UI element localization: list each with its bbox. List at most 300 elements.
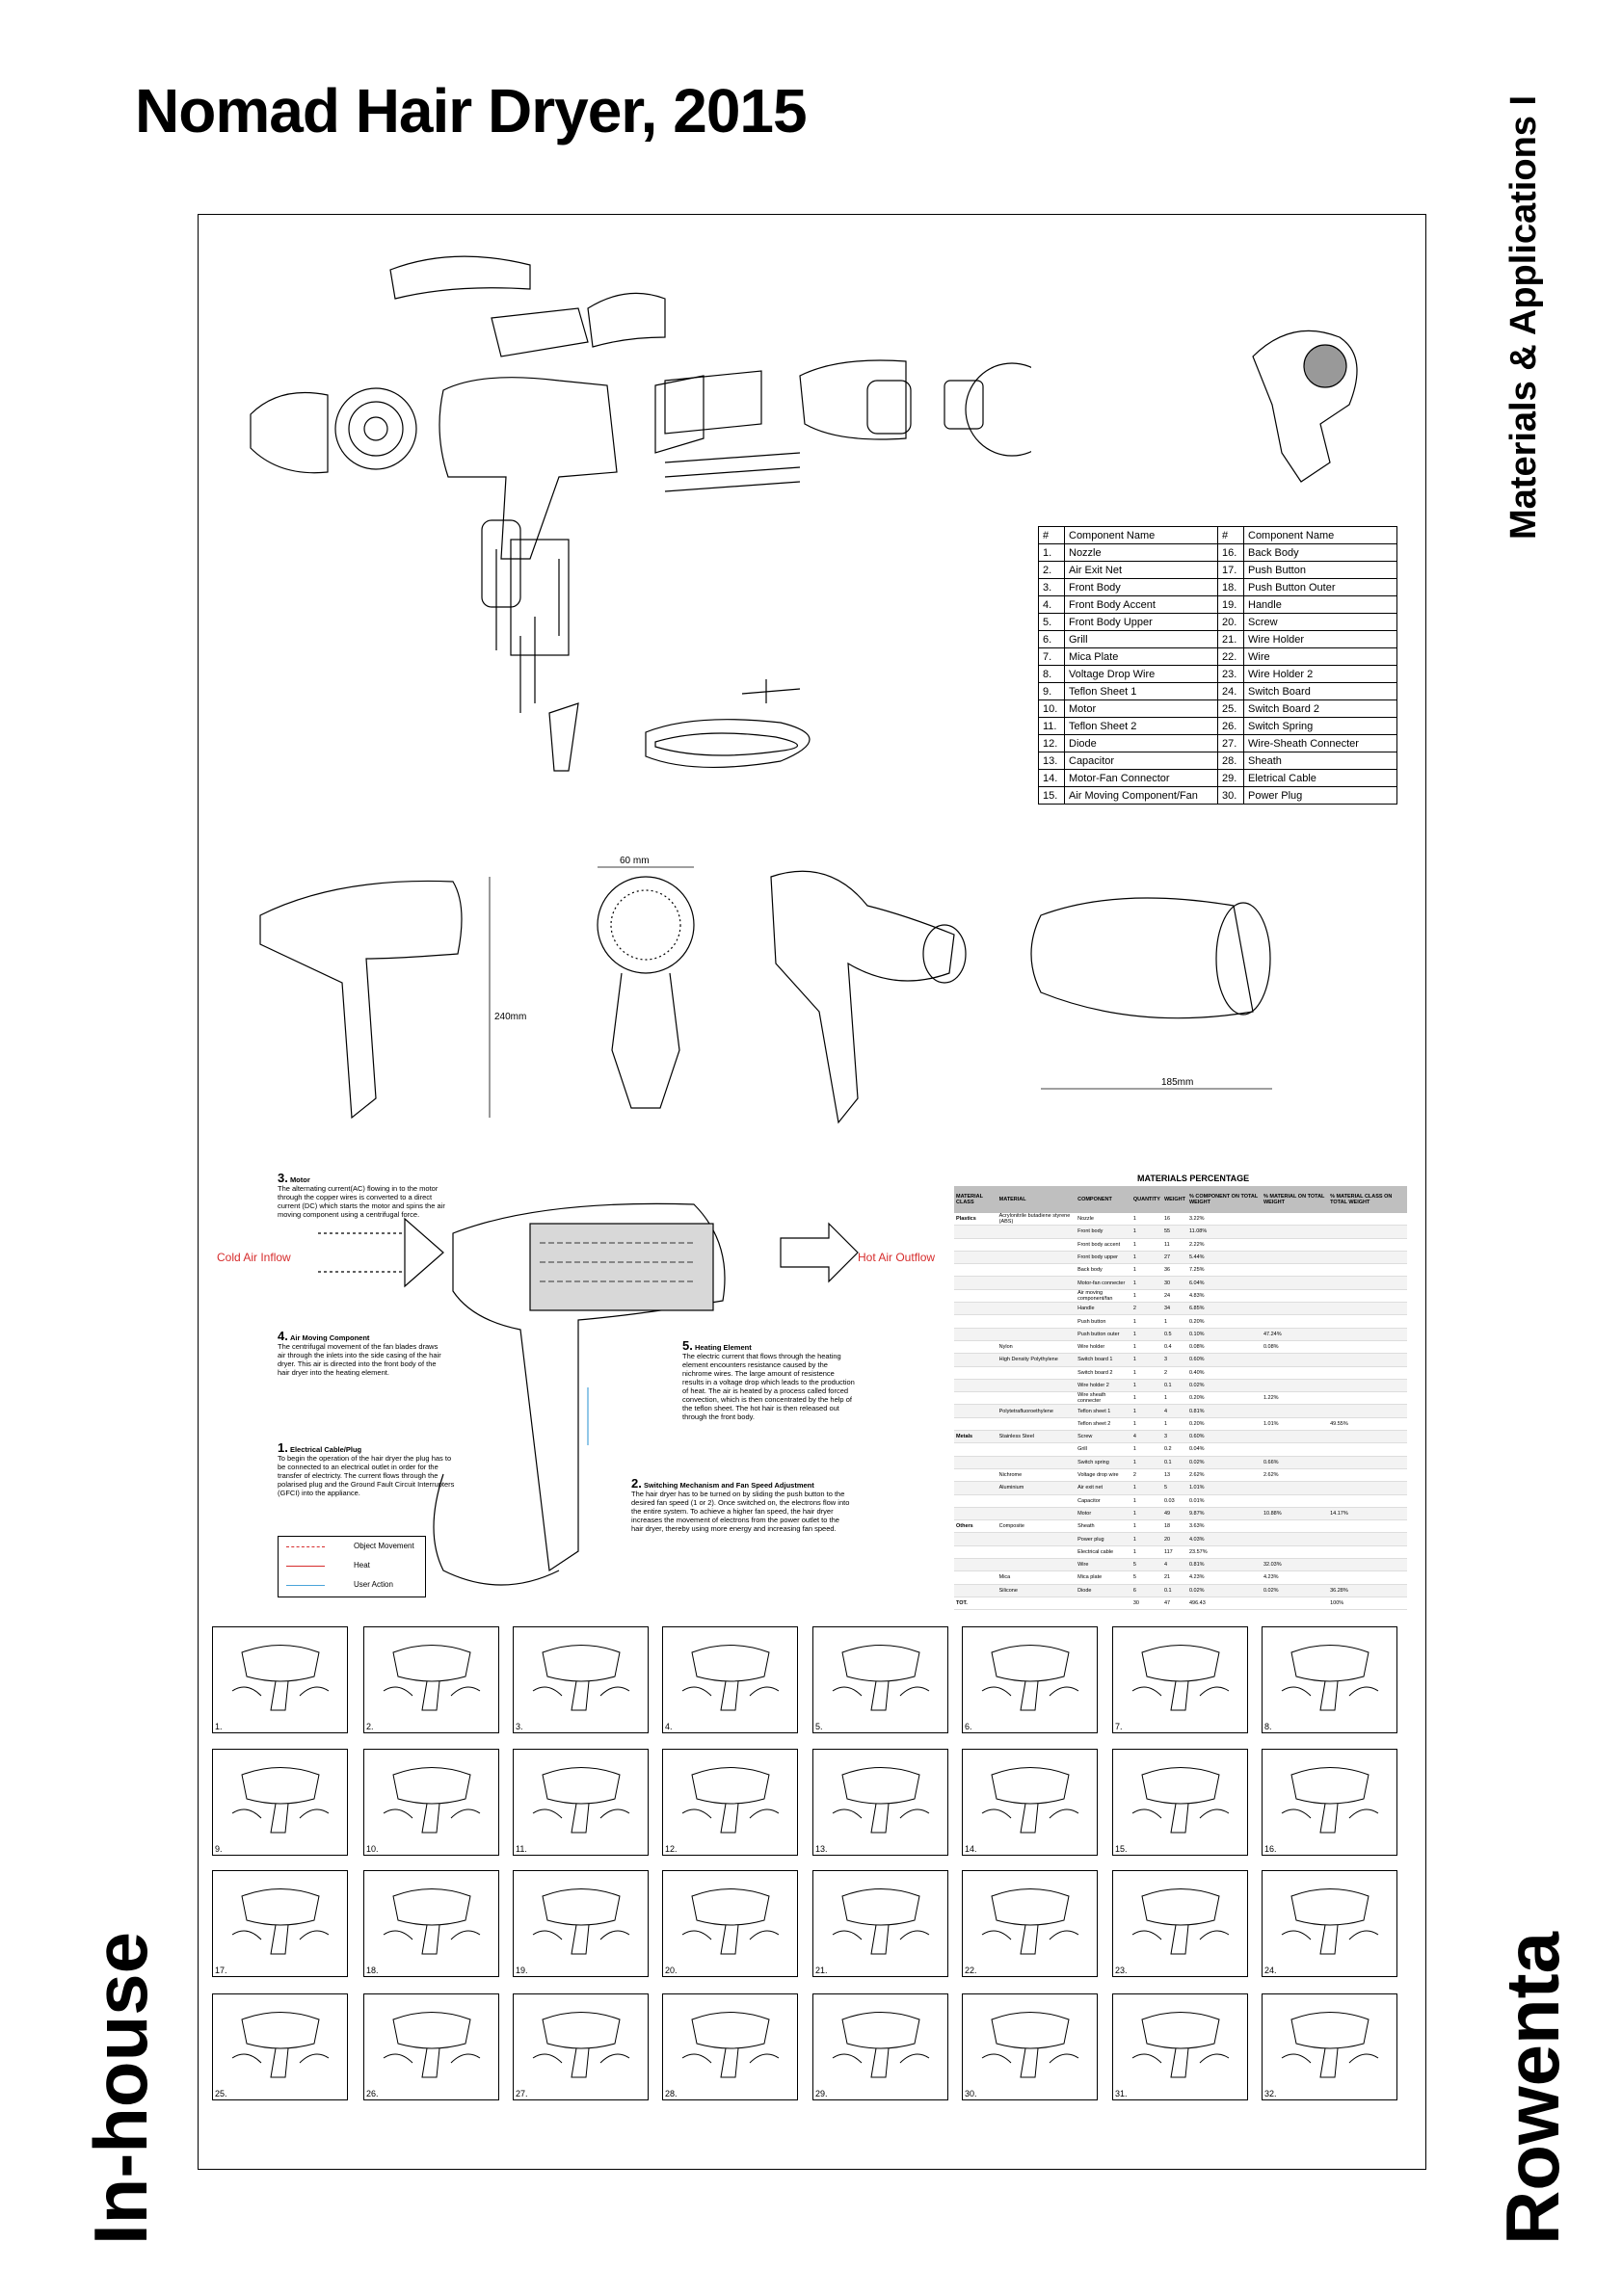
materials-cell: 3.63% <box>1187 1520 1262 1533</box>
materials-title: MATERIALS PERCENTAGE <box>1137 1174 1250 1183</box>
materials-row <box>954 1366 1407 1379</box>
parts-row: 11. Teflon Sheet 2 26. Switch Spring <box>1039 718 1397 735</box>
materials-cell: 4.23% <box>1262 1571 1328 1584</box>
materials-column-header: % COMPONENT ON TOTAL WEIGHT <box>1187 1186 1262 1213</box>
materials-cell: Nichrome <box>997 1468 1076 1481</box>
materials-cell <box>1076 1597 1131 1609</box>
materials-cell: 0.66% <box>1262 1456 1328 1468</box>
materials-cell: 2 <box>1131 1303 1162 1315</box>
parts-row: 14. Motor-Fan Connector 29. Eletrical Cable <box>1039 770 1397 787</box>
materials-cell <box>1262 1213 1328 1226</box>
materials-row <box>954 1328 1407 1340</box>
materials-cell <box>1328 1354 1407 1366</box>
materials-column-header: WEIGHT <box>1162 1186 1187 1213</box>
materials-cell <box>954 1251 997 1263</box>
step-illustration <box>972 1633 1088 1715</box>
materials-cell <box>1328 1303 1407 1315</box>
materials-cell: 0.81% <box>1187 1559 1262 1571</box>
materials-cell <box>954 1277 997 1289</box>
step-number: 26. <box>366 2089 379 2098</box>
materials-cell: 1 <box>1131 1315 1162 1328</box>
materials-cell: 117 <box>1162 1545 1187 1558</box>
materials-cell <box>1328 1468 1407 1481</box>
materials-cell: 0.02% <box>1187 1584 1262 1597</box>
materials-cell: 1.01% <box>1262 1417 1328 1430</box>
step-number: 15. <box>1115 1844 1128 1854</box>
materials-cell: 5.44% <box>1187 1251 1262 1263</box>
step-illustration <box>523 1755 639 1837</box>
parts-table-header: # Component Name # Component Name <box>1039 527 1397 544</box>
materials-cell: 1 <box>1131 1277 1162 1289</box>
materials-cell: 0.1 <box>1162 1379 1187 1391</box>
materials-cell: Diode <box>1076 1584 1131 1597</box>
materials-cell <box>1262 1303 1328 1315</box>
materials-cell <box>1328 1213 1407 1226</box>
step-number: 1. <box>215 1722 223 1731</box>
materials-cell <box>954 1482 997 1494</box>
materials-cell <box>1328 1315 1407 1328</box>
materials-cell <box>1262 1533 1328 1545</box>
materials-row <box>954 1354 1407 1366</box>
step-number: 24. <box>1264 1966 1277 1975</box>
parts-row: 1. Nozzle 16. Back Body <box>1039 544 1397 562</box>
materials-cell <box>954 1468 997 1481</box>
materials-cell: 1 <box>1131 1226 1162 1238</box>
step-illustration <box>1272 1877 1388 1959</box>
step-panel <box>1262 1870 1397 1977</box>
legend-swatch-user <box>286 1585 325 1586</box>
materials-cell: 0.02% <box>1262 1584 1328 1597</box>
materials-cell: Capacitor <box>1076 1494 1131 1507</box>
materials-cell <box>1328 1379 1407 1391</box>
materials-cell: Screw <box>1076 1431 1131 1443</box>
materials-cell: 0.60% <box>1187 1431 1262 1443</box>
cable-note: 1. Electrical Cable/Plug To begin the operation of the hair dryer the plug has to be connected to an electrical outlet in order for the transfer of electricty. The current flows through the polarised plug and the Ground Fault Circuit Interrupters (GFCI) into the appliance. <box>278 1440 455 1497</box>
step-panel <box>812 1626 948 1733</box>
materials-cell: 27 <box>1162 1251 1187 1263</box>
materials-cell: 7.25% <box>1187 1264 1262 1277</box>
step-illustration <box>223 1877 338 1959</box>
materials-cell <box>1328 1443 1407 1456</box>
materials-cell <box>954 1494 997 1507</box>
parts-row: 10. Motor 25. Switch Board 2 <box>1039 700 1397 718</box>
materials-cell: 0.08% <box>1187 1340 1262 1353</box>
orthographic-views-illustration <box>251 848 1388 1137</box>
materials-cell: Wire <box>1076 1559 1131 1571</box>
materials-cell: 100% <box>1328 1597 1407 1609</box>
materials-row <box>954 1289 1407 1302</box>
materials-cell: 4 <box>1162 1559 1187 1571</box>
materials-row <box>954 1392 1407 1405</box>
materials-cell: Sheath <box>1076 1520 1131 1533</box>
back-body-illustration <box>1234 318 1397 491</box>
materials-cell: 11 <box>1162 1238 1187 1251</box>
materials-cell: Air exit net <box>1076 1482 1131 1494</box>
materials-cell <box>997 1507 1076 1519</box>
materials-table <box>954 1186 1407 1610</box>
materials-cell: 0.02% <box>1187 1379 1262 1391</box>
materials-cell: 2 <box>1131 1468 1162 1481</box>
materials-cell: 30 <box>1162 1277 1187 1289</box>
materials-cell: Wire sheath connecter <box>1076 1392 1131 1405</box>
materials-column-header: MATERIAL CLASS <box>954 1186 997 1213</box>
materials-cell: 1.01% <box>1187 1482 1262 1494</box>
materials-cell <box>1328 1456 1407 1468</box>
parts-row: 4. Front Body Accent 19. Handle <box>1039 596 1397 614</box>
step-illustration <box>1123 1755 1238 1837</box>
materials-cell <box>954 1303 997 1315</box>
materials-cell <box>997 1303 1076 1315</box>
materials-cell: 1 <box>1131 1520 1162 1533</box>
materials-cell: 21 <box>1162 1571 1187 1584</box>
step-illustration <box>374 1877 490 1959</box>
materials-cell: 30 <box>1131 1597 1162 1609</box>
materials-cell: Plastics <box>954 1213 997 1226</box>
materials-cell <box>997 1533 1076 1545</box>
step-illustration <box>673 1877 788 1959</box>
materials-cell: 0.60% <box>1187 1354 1262 1366</box>
materials-cell <box>1328 1289 1407 1302</box>
materials-cell: 1 <box>1131 1366 1162 1379</box>
materials-cell <box>954 1238 997 1251</box>
step-number: 2. <box>366 1722 374 1731</box>
materials-cell: 0.4 <box>1162 1340 1187 1353</box>
materials-cell: 1 <box>1131 1328 1162 1340</box>
materials-cell <box>954 1405 997 1417</box>
materials-cell <box>997 1328 1076 1340</box>
materials-table-header <box>954 1186 1407 1213</box>
category-label: In-house <box>78 1932 163 2245</box>
materials-cell <box>954 1379 997 1391</box>
materials-cell: Switch spring <box>1076 1456 1131 1468</box>
materials-cell: 496.43 <box>1187 1597 1262 1609</box>
materials-cell <box>997 1366 1076 1379</box>
materials-cell: 34 <box>1162 1303 1187 1315</box>
parts-row: 13. Capacitor 28. Sheath <box>1039 752 1397 770</box>
step-number: 21. <box>815 1966 828 1975</box>
step-number: 22. <box>965 1966 977 1975</box>
materials-column-header: % MATERIAL ON TOTAL WEIGHT <box>1262 1186 1328 1213</box>
step-illustration <box>523 1633 639 1715</box>
step-number: 16. <box>1264 1844 1277 1854</box>
materials-row <box>954 1533 1407 1545</box>
materials-cell <box>997 1264 1076 1277</box>
step-illustration <box>1272 1755 1388 1837</box>
materials-row <box>954 1251 1407 1263</box>
materials-cell <box>997 1559 1076 1571</box>
materials-cell <box>997 1379 1076 1391</box>
materials-row <box>954 1417 1407 1430</box>
materials-cell: Push button <box>1076 1315 1131 1328</box>
step-panel <box>1112 1870 1248 1977</box>
materials-cell: Teflon sheet 2 <box>1076 1417 1131 1430</box>
materials-cell: 3 <box>1162 1354 1187 1366</box>
materials-cell: 55 <box>1162 1226 1187 1238</box>
materials-cell <box>1262 1264 1328 1277</box>
materials-cell: 1 <box>1131 1494 1162 1507</box>
materials-cell <box>1328 1238 1407 1251</box>
materials-cell: Front body accent <box>1076 1238 1131 1251</box>
materials-cell <box>1328 1277 1407 1289</box>
parts-row: 6. Grill 21. Wire Holder <box>1039 631 1397 648</box>
materials-cell <box>997 1417 1076 1430</box>
materials-row <box>954 1379 1407 1391</box>
step-panel <box>962 1993 1098 2100</box>
step-panel <box>1262 1749 1397 1856</box>
hot-air-label: Hot Air Outflow <box>858 1251 936 1264</box>
materials-cell: Aluminium <box>997 1482 1076 1494</box>
materials-cell <box>997 1315 1076 1328</box>
length-dimension: 185mm <box>1161 1077 1194 1088</box>
materials-cell: 0.01% <box>1187 1494 1262 1507</box>
materials-row <box>954 1315 1407 1328</box>
materials-cell <box>954 1443 997 1456</box>
legend-label: Heat <box>354 1561 370 1570</box>
step-panel <box>812 1749 948 1856</box>
step-number: 17. <box>215 1966 227 1975</box>
step-number: 23. <box>1115 1966 1128 1975</box>
materials-row <box>954 1456 1407 1468</box>
materials-cell: Push button outer <box>1076 1328 1131 1340</box>
materials-cell: Composite <box>997 1520 1076 1533</box>
materials-cell: Polytetrafluoroethylene <box>997 1405 1076 1417</box>
height-dimension: 240mm <box>494 1012 527 1022</box>
step-panel <box>513 1749 649 1856</box>
cold-air-label: Cold Air Inflow <box>217 1251 291 1264</box>
materials-cell <box>1262 1366 1328 1379</box>
materials-cell: 0.5 <box>1162 1328 1187 1340</box>
step-panel <box>1112 1626 1248 1733</box>
materials-cell: Teflon sheet 1 <box>1076 1405 1131 1417</box>
materials-cell <box>954 1417 997 1430</box>
materials-cell: Motor <box>1076 1507 1131 1519</box>
materials-cell <box>1262 1289 1328 1302</box>
materials-cell: Front body <box>1076 1226 1131 1238</box>
materials-cell: 1 <box>1131 1354 1162 1366</box>
materials-cell <box>997 1277 1076 1289</box>
step-number: 8. <box>1264 1722 1272 1731</box>
materials-cell: 16 <box>1162 1213 1187 1226</box>
materials-cell <box>954 1456 997 1468</box>
materials-cell <box>954 1507 997 1519</box>
step-panel <box>662 1870 798 1977</box>
materials-row <box>954 1571 1407 1584</box>
materials-cell <box>954 1584 997 1597</box>
materials-cell: Power plug <box>1076 1533 1131 1545</box>
step-illustration <box>374 2000 490 2082</box>
step-number: 30. <box>965 2089 977 2098</box>
materials-cell: Silicone <box>997 1584 1076 1597</box>
materials-cell: Wire holder 2 <box>1076 1379 1131 1391</box>
step-number: 14. <box>965 1844 977 1854</box>
step-number: 5. <box>815 1722 823 1731</box>
materials-cell: 1.22% <box>1262 1392 1328 1405</box>
step-illustration <box>1272 2000 1388 2082</box>
materials-cell: 18 <box>1162 1520 1187 1533</box>
brand-label: Rowenta <box>1490 1931 1575 2245</box>
step-panel <box>513 1993 649 2100</box>
materials-cell <box>1262 1226 1328 1238</box>
step-number: 28. <box>665 2089 678 2098</box>
materials-cell: 0.40% <box>1187 1366 1262 1379</box>
step-number: 7. <box>1115 1722 1123 1731</box>
step-panel <box>212 1626 348 1733</box>
materials-cell: Nylon <box>997 1340 1076 1353</box>
materials-cell: 1 <box>1131 1545 1162 1558</box>
legend-swatch-movement <box>286 1546 325 1547</box>
materials-cell: 0.20% <box>1187 1315 1262 1328</box>
materials-cell: 3 <box>1162 1431 1187 1443</box>
materials-cell: 49.55% <box>1328 1417 1407 1430</box>
materials-cell: Switch board 1 <box>1076 1354 1131 1366</box>
materials-column-header: MATERIAL <box>997 1186 1076 1213</box>
materials-cell: 2.62% <box>1187 1468 1262 1481</box>
materials-row <box>954 1584 1407 1597</box>
step-number: 3. <box>516 1722 523 1731</box>
materials-cell: 1 <box>1131 1507 1162 1519</box>
step-illustration <box>972 1877 1088 1959</box>
step-illustration <box>223 1755 338 1837</box>
parts-row: 9. Teflon Sheet 1 24. Switch Board <box>1039 683 1397 700</box>
parts-row: 2. Air Exit Net 17. Push Button <box>1039 562 1397 579</box>
materials-cell <box>1328 1226 1407 1238</box>
switch-note: 2. Switching Mechanism and Fan Speed Adjustment The hair dryer has to be turned on by sliding the push button to the desired fan speed (1 or 2). Once switched on, the electrons flow into the entire system. To achieve a higher fan speed, the hair dryer increases the movement of electrons from the power outlet to the hair dryer, thereby using more energy and increasing fan speed. <box>631 1476 850 1533</box>
materials-cell <box>1262 1494 1328 1507</box>
step-panel <box>1262 1626 1397 1733</box>
materials-cell: Electrical cable <box>1076 1545 1131 1558</box>
materials-cell <box>1328 1533 1407 1545</box>
step-number: 6. <box>965 1722 972 1731</box>
materials-cell: 6.85% <box>1187 1303 1262 1315</box>
materials-cell: 0.1 <box>1162 1456 1187 1468</box>
materials-cell <box>1262 1597 1328 1609</box>
materials-cell: 49 <box>1162 1507 1187 1519</box>
step-illustration <box>673 1755 788 1837</box>
materials-cell <box>954 1571 997 1584</box>
step-number: 12. <box>665 1844 678 1854</box>
materials-cell: 4.03% <box>1187 1533 1262 1545</box>
materials-cell <box>954 1354 997 1366</box>
materials-cell: 0.20% <box>1187 1417 1262 1430</box>
materials-cell: 1 <box>1162 1315 1187 1328</box>
materials-cell: 1 <box>1131 1482 1162 1494</box>
materials-cell <box>997 1456 1076 1468</box>
step-panel <box>1112 1993 1248 2100</box>
step-panel <box>212 1870 348 1977</box>
materials-cell: Nozzle <box>1076 1213 1131 1226</box>
materials-cell: 1 <box>1131 1443 1162 1456</box>
legend-swatch-heat <box>286 1566 325 1567</box>
materials-cell: 0.2 <box>1162 1443 1187 1456</box>
step-panel <box>363 1749 499 1856</box>
materials-row <box>954 1507 1407 1519</box>
step-panel <box>662 1749 798 1856</box>
materials-cell: 0.20% <box>1187 1392 1262 1405</box>
materials-cell <box>1262 1431 1328 1443</box>
materials-cell <box>997 1251 1076 1263</box>
materials-cell <box>1328 1405 1407 1417</box>
step-number: 27. <box>516 2089 528 2098</box>
materials-cell: Handle <box>1076 1303 1131 1315</box>
materials-cell <box>954 1533 997 1545</box>
materials-cell: 4.83% <box>1187 1289 1262 1302</box>
materials-row <box>954 1303 1407 1315</box>
materials-row <box>954 1238 1407 1251</box>
parts-row: 3. Front Body 18. Push Button Outer <box>1039 579 1397 596</box>
step-number: 29. <box>815 2089 828 2098</box>
materials-cell <box>1262 1545 1328 1558</box>
materials-row <box>954 1340 1407 1353</box>
step-illustration <box>374 1633 490 1715</box>
step-illustration <box>823 2000 939 2082</box>
materials-cell <box>1262 1277 1328 1289</box>
materials-cell: 1 <box>1131 1289 1162 1302</box>
materials-cell: 47 <box>1162 1597 1187 1609</box>
materials-cell <box>1328 1340 1407 1353</box>
parts-row: 7. Mica Plate 22. Wire <box>1039 648 1397 666</box>
materials-row <box>954 1468 1407 1481</box>
step-number: 19. <box>516 1966 528 1975</box>
parts-row: 15. Air Moving Component/Fan 30. Power Plug <box>1039 787 1397 805</box>
materials-row <box>954 1431 1407 1443</box>
materials-cell: 6 <box>1131 1584 1162 1597</box>
materials-cell <box>997 1392 1076 1405</box>
step-panel <box>662 1626 798 1733</box>
materials-cell: 1 <box>1131 1264 1162 1277</box>
materials-cell: 1 <box>1131 1340 1162 1353</box>
step-panel <box>212 1993 348 2100</box>
materials-cell: 0.1 <box>1162 1584 1187 1597</box>
materials-cell: 2.22% <box>1187 1238 1262 1251</box>
materials-cell: 13 <box>1162 1468 1187 1481</box>
materials-row <box>954 1494 1407 1507</box>
step-panel <box>363 1626 499 1733</box>
materials-cell <box>1262 1443 1328 1456</box>
step-panel <box>212 1749 348 1856</box>
materials-cell <box>954 1559 997 1571</box>
materials-row <box>954 1264 1407 1277</box>
page-title: Nomad Hair Dryer, 2015 <box>135 76 807 145</box>
materials-cell <box>1262 1251 1328 1263</box>
step-illustration <box>823 1633 939 1715</box>
step-illustration <box>673 2000 788 2082</box>
materials-cell <box>954 1289 997 1302</box>
materials-cell: 23.57% <box>1187 1545 1262 1558</box>
materials-cell <box>954 1366 997 1379</box>
materials-cell: 10.88% <box>1262 1507 1328 1519</box>
materials-row <box>954 1559 1407 1571</box>
step-number: 11. <box>516 1844 527 1854</box>
materials-cell <box>1328 1366 1407 1379</box>
materials-cell <box>1328 1571 1407 1584</box>
step-illustration <box>1123 1633 1238 1715</box>
materials-cell: 32.03% <box>1262 1559 1328 1571</box>
exploded-view-illustration <box>241 251 1031 819</box>
parts-row: 5. Front Body Upper 20. Screw <box>1039 614 1397 631</box>
materials-cell: Back body <box>1076 1264 1131 1277</box>
step-illustration <box>223 2000 338 2082</box>
step-illustration <box>823 1877 939 1959</box>
step-illustration <box>823 1755 939 1837</box>
materials-cell <box>954 1340 997 1353</box>
materials-row <box>954 1520 1407 1533</box>
materials-cell <box>997 1545 1076 1558</box>
motor-note: 3. Motor The alternating current(AC) flowing in to the motor through the copper wires is converted to a direct current (DC) which starts the motor and spins the air moving component using a centrifugal force. <box>278 1171 445 1219</box>
air-note: 4. Air Moving Component The centrifugal movement of the fan blades draws air through the inlets into the side casing of the hair dryer. This air is directed into the front body of the hair dryer into the heating element. <box>278 1329 441 1377</box>
materials-cell: 2 <box>1162 1366 1187 1379</box>
materials-cell: 3.22% <box>1187 1213 1262 1226</box>
materials-cell: 2.62% <box>1262 1468 1328 1481</box>
